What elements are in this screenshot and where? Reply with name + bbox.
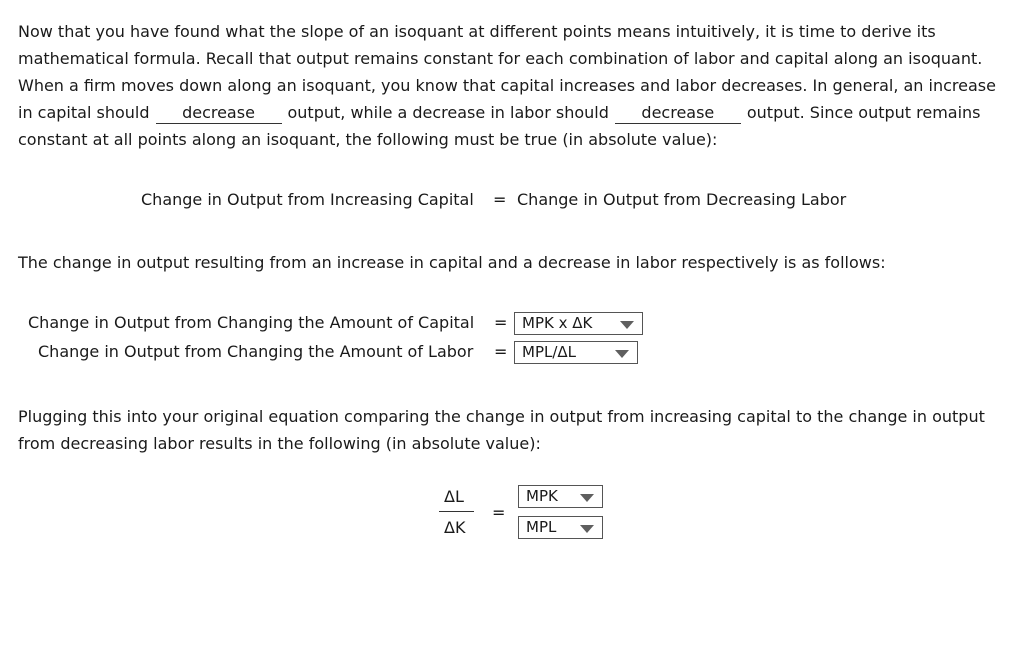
paragraph-2: The change in output resulting from an increase in capital and a decrease in labor respectively is as follows: — [18, 253, 886, 272]
intro-text-3: output. Since output remains constant at all points along an isoquant, the following must be true (in absolute value): — [18, 103, 981, 149]
denominator-select-value: MPL — [526, 518, 557, 536]
equation1-equals: = — [493, 190, 507, 209]
labor-change-select[interactable] — [514, 341, 638, 364]
chevron-down-icon — [620, 321, 634, 329]
fraction-numerator: ΔL — [444, 487, 464, 506]
chevron-down-icon — [580, 494, 594, 502]
intro-text-1: Now that you have found what the slope of an isoquant at different points means intuitively, it is time to derive its mathematical formula. Recall that output remains constant for each combination of labor and capital along an isoquant. When a firm moves down along an isoquant, you know that capital increases and labor decreases. In general, an increase in capital should — [18, 22, 996, 122]
chevron-down-icon — [615, 350, 629, 358]
fraction-line-left — [439, 511, 474, 512]
capital-change-select[interactable] — [514, 312, 643, 335]
labor-effect-blank[interactable]: decrease — [615, 103, 741, 124]
numerator-select[interactable] — [518, 485, 603, 508]
capital-change-label: Change in Output from Changing the Amount of Capital — [28, 313, 475, 332]
intro-paragraph — [18, 18, 1008, 153]
equation1-left: Change in Output from Increasing Capital — [141, 190, 474, 209]
capital-change-select-value: MPK x ΔK — [522, 314, 593, 332]
equation1-right: Change in Output from Decreasing Labor — [517, 190, 847, 209]
paragraph-3: Plugging this into your original equation comparing the change in output from increasing capital to the change in output from decreasing labor results in the following (in absolute value): — [18, 407, 985, 453]
fraction-equals: = — [492, 503, 506, 522]
labor-change-label: Change in Output from Changing the Amount of Labor — [38, 342, 474, 361]
capital-effect-blank[interactable]: decrease — [156, 103, 282, 124]
capital-change-equals: = — [494, 313, 508, 332]
labor-change-equals: = — [494, 342, 508, 361]
labor-change-select-value: MPL/ΔL — [522, 343, 577, 361]
chevron-down-icon — [580, 525, 594, 533]
denominator-select[interactable] — [518, 516, 603, 539]
numerator-select-value: MPK — [526, 487, 558, 505]
fraction-denominator: ΔK — [444, 518, 466, 537]
intro-text-2: output, while a decrease in labor should — [287, 103, 609, 122]
